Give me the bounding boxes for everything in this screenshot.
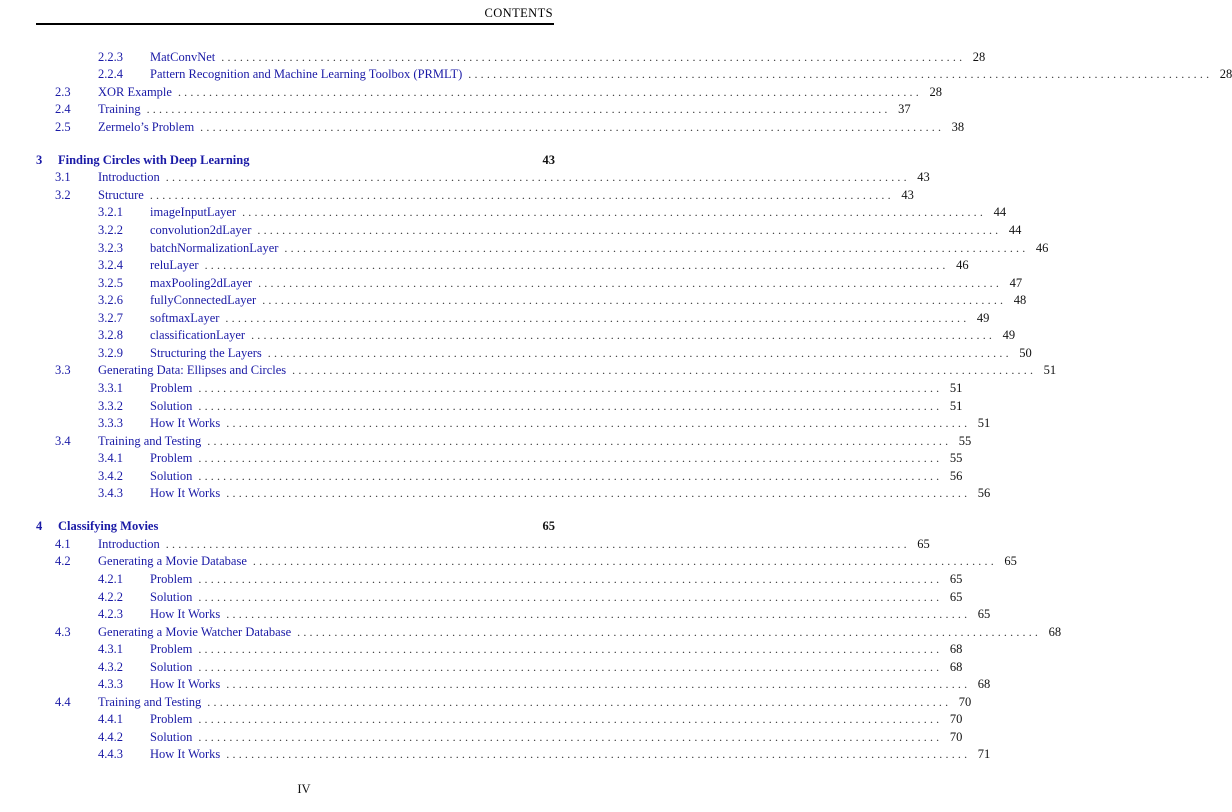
toc-entry-title[interactable]: Structuring the Layers	[150, 345, 262, 360]
toc-dot-leader: ........................................................................................................................	[258, 275, 1003, 290]
toc-subsection-entry[interactable]	[98, 49, 986, 67]
toc-page-number[interactable]: 43	[542, 152, 555, 167]
toc-dot-leader: ........................................................................................................................	[198, 398, 943, 413]
toc-page-number[interactable]: 56	[949, 468, 963, 483]
toc-entry-title[interactable]: Problem	[150, 571, 193, 586]
toc-entry-number[interactable]: 4.4.3	[98, 747, 123, 762]
toc-dot-leader: ........................................................................................................................	[226, 607, 971, 621]
toc-entry-title[interactable]: softmaxLayer	[150, 310, 220, 325]
toc-entry-title[interactable]: classificationLayer	[150, 328, 246, 343]
toc-subsection-entry[interactable]	[98, 380, 963, 398]
toc-section-entry[interactable]	[55, 119, 965, 137]
toc-dot-leader: ........................................................................................................................	[262, 293, 1007, 308]
toc-page-number[interactable]: 28	[1219, 67, 1232, 81]
toc-entry-title[interactable]: convolution2dLayer	[150, 223, 252, 237]
toc-subsection-entry[interactable]	[98, 292, 1027, 310]
toc-entry-number[interactable]: 3.2.8	[98, 328, 123, 343]
toc-entry-title[interactable]: batchNormalizationLayer	[150, 240, 279, 255]
toc-dot-leader: ........................................................................................................................	[204, 258, 949, 273]
toc-entry-number[interactable]: 4	[36, 519, 43, 534]
toc-subsection-entry[interactable]	[98, 450, 963, 468]
toc-dot-leader: ........................................................................................................................	[165, 170, 910, 185]
toc-section-entry[interactable]	[55, 187, 914, 205]
toc-entry-title[interactable]: Training	[98, 102, 141, 117]
toc-entry-number[interactable]: 3.2.1	[98, 205, 123, 220]
toc-entry-title[interactable]: Solution	[150, 589, 193, 604]
toc-subsection-entry[interactable]	[98, 606, 991, 624]
toc-dot-leader: ........................................................................................................................	[225, 310, 970, 325]
toc-page-number[interactable]: 48	[1013, 293, 1027, 308]
toc-dot-leader: ........................................................................................................................	[198, 589, 943, 604]
toc-dot-leader: ........................................................................................................................	[198, 729, 943, 744]
toc-page-number[interactable]: 46	[956, 258, 969, 273]
toc-entry-number[interactable]: 4.2.3	[98, 607, 123, 621]
toc-entry-number[interactable]: 3.4.2	[98, 468, 123, 483]
toc-chapter-entry[interactable]	[36, 152, 555, 170]
toc-dot-leader: ........................................................................................................................	[177, 84, 922, 99]
toc-page-number[interactable]: 51	[949, 380, 963, 395]
toc-section-entry[interactable]	[55, 536, 930, 554]
toc-dot-leader: ........................................................................................................................	[226, 416, 971, 430]
toc-page-number[interactable]: 65	[949, 571, 963, 586]
toc-page-number[interactable]: 37	[898, 102, 911, 117]
toc-subsection-entry[interactable]	[98, 222, 1022, 240]
toc-entry-number[interactable]: 3.4	[55, 433, 71, 448]
toc-page-number[interactable]: 68	[977, 677, 991, 692]
toc-entry-title[interactable]: XOR Example	[98, 84, 172, 99]
toc-dot-leader: ........................................................................................................................	[146, 102, 891, 117]
toc-entry-number[interactable]: 3.2	[55, 187, 71, 202]
toc-entry-title[interactable]: MatConvNet	[150, 49, 216, 64]
page-number: IV	[297, 782, 311, 796]
toc-subsection-entry[interactable]	[98, 345, 1032, 363]
toc-dot-leader: ........................................................................................................................	[198, 380, 943, 395]
toc-entry-number[interactable]: 3.3	[55, 363, 71, 378]
toc-section-entry[interactable]	[55, 433, 972, 451]
toc-subsection-entry[interactable]	[98, 641, 963, 659]
toc-entry-title[interactable]: imageInputLayer	[150, 205, 237, 220]
toc-entry-title[interactable]: Problem	[150, 712, 193, 727]
toc-entry-title[interactable]: Pattern Recognition and Machine Learning Toolbox (PRMLT)	[150, 67, 463, 81]
toc-entry-number[interactable]: 3.4.3	[98, 486, 123, 501]
toc-page-number[interactable]: 46	[1035, 240, 1049, 255]
toc-subsection-entry[interactable]	[98, 485, 991, 503]
toc-entry-title[interactable]: Introduction	[98, 170, 160, 185]
toc-entry-title[interactable]: Solution	[150, 398, 193, 413]
toc-dot-leader: ........................................................................................................................	[198, 659, 943, 674]
toc-page-number[interactable]: 49	[1002, 328, 1016, 343]
header-title: CONTENTS	[484, 6, 553, 20]
toc-dot-leader: ........................................................................................................................	[198, 571, 943, 586]
toc-entry-number[interactable]: 3.1	[55, 170, 71, 185]
toc-entry-number[interactable]: 4.1	[55, 536, 71, 551]
toc-entry-number[interactable]: 4.2	[55, 554, 71, 569]
toc-entry-title[interactable]: Training and Testing	[98, 433, 202, 448]
toc-subsection-entry[interactable]	[98, 468, 963, 486]
toc-subsection-entry[interactable]	[98, 711, 963, 729]
toc-entry-number[interactable]: 3.3.2	[98, 398, 123, 413]
toc-page-number[interactable]: 71	[977, 747, 991, 762]
toc-dot-leader: ........................................................................................................................	[165, 536, 910, 551]
toc-page-number[interactable]: 51	[977, 416, 991, 430]
toc-page-number[interactable]: 55	[949, 451, 963, 466]
toc-section-entry[interactable]	[55, 169, 930, 187]
toc-dot-leader: ........................................................................................................................	[226, 677, 971, 692]
toc-entry-number[interactable]: 3.2.5	[98, 275, 123, 290]
toc-page-number[interactable]: 28	[972, 49, 986, 64]
toc-subsection-entry[interactable]	[98, 659, 963, 677]
toc-dot-leader: ........................................................................................................................	[207, 433, 952, 448]
toc-subsection-entry[interactable]	[98, 66, 1232, 84]
toc-entry-title[interactable]: Solution	[150, 729, 193, 744]
toc-dot-leader: ........................................................................................................................	[200, 119, 945, 134]
toc-dot-leader: ........................................................................................................................	[468, 67, 1213, 81]
toc-page-number[interactable]: 68	[949, 642, 963, 657]
toc-entry-number[interactable]: 4.2.1	[98, 571, 123, 586]
toc-page-number[interactable]: 47	[1009, 275, 1023, 290]
toc-subsection-entry[interactable]	[98, 204, 1007, 222]
toc-entry-title[interactable]: How It Works	[150, 416, 221, 430]
toc-page-number[interactable]: 38	[951, 119, 965, 134]
toc-dot-leader: ........................................................................................................................	[242, 205, 987, 220]
toc-entry-title[interactable]: Structure	[98, 187, 144, 202]
toc-entry-number[interactable]: 4.4.1	[98, 712, 123, 727]
toc-dot-leader: ........................................................................................................................	[251, 328, 996, 343]
toc-entry-number[interactable]: 3.2.4	[98, 258, 123, 273]
toc-section-entry[interactable]	[55, 362, 1057, 380]
toc-subsection-entry[interactable]	[98, 398, 963, 416]
toc-section-entry[interactable]	[55, 624, 1062, 642]
toc-entry-number[interactable]: 3.3.1	[98, 380, 123, 395]
toc-page-number[interactable]: 70	[949, 729, 963, 744]
toc-dot-leader: ........................................................................................................................	[297, 624, 1042, 639]
toc-dot-leader: ........................................................................................................................	[226, 747, 971, 762]
toc-entry-number[interactable]: 3.2.2	[98, 223, 123, 237]
toc-page-number[interactable]: 65	[949, 589, 963, 604]
toc-subsection-entry[interactable]	[98, 257, 969, 275]
toc-subsection-entry[interactable]	[98, 327, 1016, 345]
toc-entry-number[interactable]: 2.4	[55, 102, 71, 117]
toc-entry-number[interactable]: 4.3.2	[98, 659, 123, 674]
toc-entry-title[interactable]: Zermelo’s Problem	[98, 119, 195, 134]
toc-entry-number[interactable]: 3.2.7	[98, 310, 123, 325]
toc-entry-title[interactable]: Solution	[150, 659, 193, 674]
toc-subsection-entry[interactable]	[98, 275, 1023, 293]
toc-subsection-entry[interactable]	[98, 589, 963, 607]
toc-entry-title[interactable]: Solution	[150, 468, 193, 483]
toc-entry-title[interactable]: How It Works	[150, 677, 221, 692]
toc-entry-title[interactable]: Problem	[150, 380, 193, 395]
toc-entry-title[interactable]: Training and Testing	[98, 694, 202, 709]
toc-dot-leader: ........................................................................................................................	[149, 187, 894, 202]
toc-entry-title[interactable]: Generating a Movie Database	[98, 554, 247, 569]
toc-entry-title[interactable]: Generating Data: Ellipses and Circles	[98, 363, 287, 378]
toc-entry-number[interactable]: 3.4.1	[98, 451, 123, 466]
toc-page-number[interactable]: 43	[917, 170, 930, 185]
toc-page-number[interactable]: 65	[977, 607, 991, 621]
toc-subsection-entry[interactable]	[98, 240, 1049, 258]
toc-page-number[interactable]: 68	[949, 659, 963, 674]
running-header	[36, 0, 554, 25]
toc-page-number[interactable]: 70	[958, 694, 972, 709]
toc-entry-title[interactable]: fullyConnectedLayer	[150, 293, 257, 308]
toc-subsection-entry[interactable]	[98, 571, 963, 589]
toc-section-entry[interactable]	[55, 101, 911, 119]
toc-page-number[interactable]: 49	[976, 310, 990, 325]
toc-page-number[interactable]: 51	[1043, 363, 1057, 378]
toc-entry-number[interactable]: 4.2.2	[98, 589, 123, 604]
toc-entry-number[interactable]: 4.3	[55, 624, 71, 639]
toc-dot-leader: ........................................................................................................................	[207, 694, 952, 709]
toc-page-number[interactable]: 65	[1004, 554, 1017, 569]
toc-subsection-entry[interactable]	[98, 310, 990, 328]
toc-entry-number[interactable]: 3	[36, 152, 43, 167]
toc-entry-title[interactable]: Finding Circles with Deep Learning	[58, 152, 250, 167]
toc-section-entry[interactable]	[55, 694, 972, 712]
toc-page-number[interactable]: 50	[1019, 345, 1032, 360]
toc-dot-leader: ........................................................................................................................	[198, 642, 943, 657]
toc-dot-leader: ........................................................................................................................	[257, 223, 1002, 237]
toc-entry-title[interactable]: Generating a Movie Watcher Database	[98, 624, 292, 639]
toc-entry-number[interactable]: 4.3.3	[98, 677, 123, 692]
toc-dot-leader: ........................................................................................................................	[226, 486, 971, 501]
toc-entry-number[interactable]: 4.4	[55, 694, 71, 709]
toc-entry-title[interactable]: reluLayer	[150, 258, 199, 273]
toc-entry-number[interactable]: 2.3	[55, 84, 71, 99]
toc-page-number[interactable]: 44	[993, 205, 1007, 220]
toc-page-number[interactable]: 65	[542, 519, 555, 534]
toc-entry-title[interactable]: maxPooling2dLayer	[150, 275, 253, 290]
toc-entry-title[interactable]: Problem	[150, 642, 193, 657]
toc-entry-number[interactable]: 3.3.3	[98, 416, 123, 430]
toc-chapter-entry[interactable]	[36, 518, 555, 536]
toc-subsection-entry[interactable]	[98, 415, 991, 433]
toc-dot-leader: ........................................................................................................................	[198, 451, 943, 466]
toc-subsection-entry[interactable]	[98, 676, 991, 694]
toc-dot-leader: ........................................................................................................................	[198, 468, 943, 483]
toc-page-number[interactable]: 65	[917, 536, 930, 551]
toc-dot-leader: ........................................................................................................................	[267, 345, 1012, 360]
toc-entry-number[interactable]: 4.3.1	[98, 642, 123, 657]
toc-entry-number[interactable]: 2.2.3	[98, 49, 123, 64]
toc-entry-title[interactable]: Introduction	[98, 536, 160, 551]
toc-entry-number[interactable]: 4.4.2	[98, 729, 123, 744]
toc-section-entry[interactable]	[55, 84, 942, 102]
toc-dot-leader: ........................................................................................................................	[252, 554, 997, 569]
toc-entry-title[interactable]: Problem	[150, 451, 193, 466]
toc-entry-number[interactable]: 3.2.9	[98, 345, 123, 360]
toc-dot-leader: ........................................................................................................................	[221, 49, 966, 64]
toc-dot-leader: ........................................................................................................................	[284, 240, 1029, 255]
toc-dot-leader: ........................................................................................................................	[198, 712, 943, 727]
toc-page-number[interactable]: 28	[929, 84, 942, 99]
toc-subsection-entry[interactable]	[98, 746, 991, 764]
toc-entry-number[interactable]: 2.2.4	[98, 67, 123, 81]
toc-subsection-entry[interactable]	[98, 729, 963, 747]
toc-page-number[interactable]: 55	[958, 433, 972, 448]
toc-entry-number[interactable]: 3.2.6	[98, 293, 123, 308]
toc-page-number[interactable]: 44	[1008, 223, 1022, 237]
toc-page-number[interactable]: 70	[949, 712, 963, 727]
toc-section-entry[interactable]	[55, 553, 1017, 571]
toc-entry-title[interactable]: How It Works	[150, 747, 221, 762]
toc-dot-leader: ........................................................................................................................	[292, 363, 1037, 378]
toc-page-number[interactable]: 51	[949, 398, 963, 413]
toc-page-number[interactable]: 43	[901, 187, 914, 202]
toc-page-number[interactable]: 56	[977, 486, 991, 501]
toc-entry-number[interactable]: 3.2.3	[98, 240, 123, 255]
toc-entry-title[interactable]: How It Works	[150, 486, 221, 501]
toc-entry-title[interactable]: How It Works	[150, 607, 221, 621]
toc-entry-number[interactable]: 2.5	[55, 119, 71, 134]
toc-entry-title[interactable]: Classifying Movies	[58, 519, 159, 534]
toc-page-number[interactable]: 68	[1048, 624, 1062, 639]
